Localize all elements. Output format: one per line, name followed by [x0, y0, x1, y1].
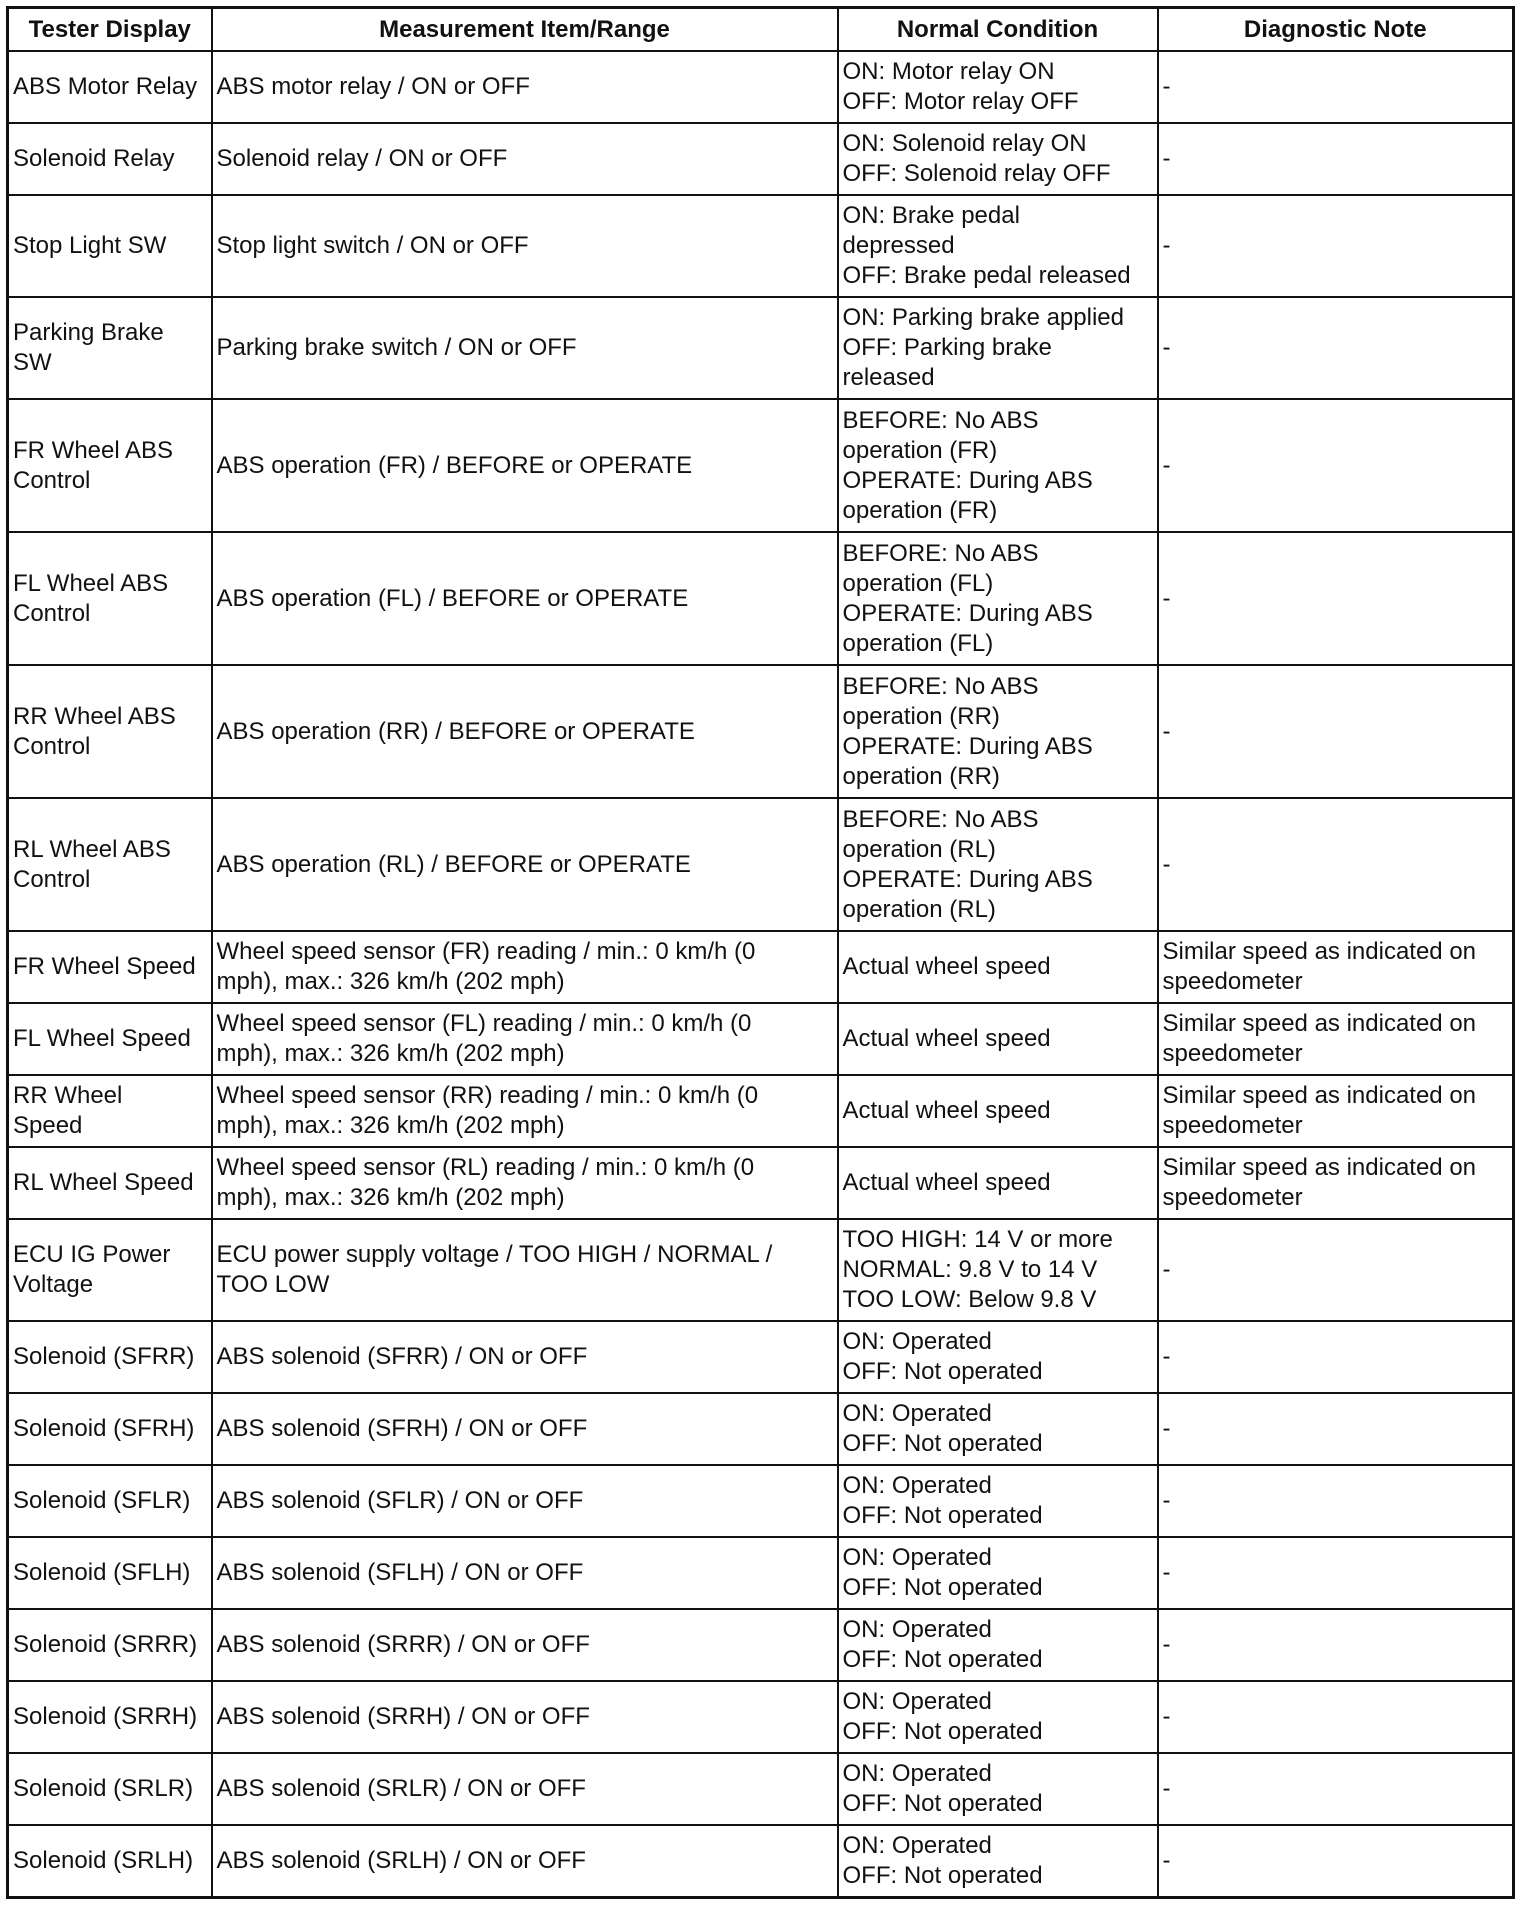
diagnostic-note-cell — [1158, 798, 1514, 931]
measurement-item-cell-text: ABS operation (RR) / BEFORE or OPERATE — [216, 717, 695, 745]
table-row — [8, 931, 1514, 1003]
diagnostic-note-cell-text: - — [1162, 584, 1171, 612]
normal-condition-cell-text: Actual wheel speed — [842, 1169, 1051, 1196]
normal-condition-cell-text: ON: Operated OFF: Not operated — [842, 1832, 1043, 1889]
header-tester-display: Tester Display — [8, 8, 212, 52]
measurement-item-cell — [212, 1075, 838, 1147]
tester-display-cell — [8, 665, 212, 798]
diagnostic-note-cell — [1158, 399, 1514, 532]
measurement-item-cell-text: ABS solenoid (SFLH) / ON or OFF — [216, 1559, 584, 1586]
table-row — [8, 195, 1514, 297]
diagnostic-note-cell-text: - — [1162, 1631, 1171, 1658]
tester-display-cell-text: FR Wheel ABS Control — [13, 436, 174, 494]
normal-condition-cell — [838, 297, 1158, 399]
header-normal-condition: Normal Condition — [838, 8, 1158, 52]
tester-display-cell-text: RR Wheel Speed — [13, 1082, 123, 1139]
normal-condition-cell — [838, 1075, 1158, 1147]
measurement-item-cell-text: ABS solenoid (SRRR) / ON or OFF — [216, 1631, 590, 1658]
normal-condition-cell — [838, 1537, 1158, 1609]
normal-condition-cell-text: ON: Operated OFF: Not operated — [842, 1760, 1043, 1817]
measurement-item-cell — [212, 532, 838, 665]
tester-display-cell — [8, 798, 212, 931]
tester-display-cell-text: ABS Motor Relay — [13, 73, 198, 100]
diagnostic-note-cell-text: - — [1162, 451, 1171, 479]
normal-condition-cell-text: ON: Operated OFF: Not operated — [842, 1544, 1043, 1601]
measurement-item-cell — [212, 195, 838, 297]
tester-display-cell — [8, 1003, 212, 1075]
diagnostic-note-cell — [1158, 1003, 1514, 1075]
table-header — [8, 8, 1514, 52]
tester-display-cell — [8, 1681, 212, 1753]
diagnostic-note-cell — [1158, 1681, 1514, 1753]
tester-display-cell-text: FL Wheel ABS Control — [13, 569, 169, 627]
normal-condition-cell-text: BEFORE: No ABS operation (FR) OPERATE: During ABS operation (FR) — [842, 406, 1093, 524]
measurement-item-cell — [212, 1537, 838, 1609]
tester-display-cell-text: Solenoid (SFRH) — [13, 1415, 195, 1442]
measurement-item-cell — [212, 297, 838, 399]
normal-condition-cell — [838, 1681, 1158, 1753]
tester-display-cell — [8, 399, 212, 532]
measurement-item-cell-text: ECU power supply voltage / TOO HIGH / NORMAL / TOO LOW — [216, 1241, 773, 1298]
tester-display-cell — [8, 532, 212, 665]
table-row — [8, 1753, 1514, 1825]
tester-display-cell — [8, 1753, 212, 1825]
diagnostic-note-cell — [1158, 51, 1514, 123]
measurement-item-cell — [212, 123, 838, 195]
normal-condition-cell-text: ON: Operated OFF: Not operated — [842, 1328, 1043, 1385]
tester-display-cell — [8, 1465, 212, 1537]
table-row — [8, 399, 1514, 532]
diagnostic-note-cell-text: - — [1162, 1559, 1171, 1586]
measurement-item-cell-text: ABS motor relay / ON or OFF — [216, 73, 530, 100]
diagnostic-note-cell-text: - — [1162, 1256, 1171, 1283]
normal-condition-cell — [838, 1219, 1158, 1321]
tester-display-cell — [8, 1219, 212, 1321]
diagnostic-note-cell-text: - — [1162, 1775, 1171, 1802]
normal-condition-cell-text: ON: Operated OFF: Not operated — [842, 1616, 1043, 1673]
table-row — [8, 1075, 1514, 1147]
measurement-item-cell-text: ABS solenoid (SRRH) / ON or OFF — [216, 1703, 590, 1730]
diagnostic-note-cell — [1158, 931, 1514, 1003]
table-row — [8, 1003, 1514, 1075]
diagnostic-note-cell-text: Similar speed as indicated on speedometer — [1162, 1082, 1477, 1139]
measurement-item-cell — [212, 931, 838, 1003]
tester-display-cell-text: RL Wheel Speed — [13, 1169, 194, 1196]
measurement-item-cell-text: Parking brake switch / ON or OFF — [216, 334, 577, 361]
normal-condition-cell — [838, 1003, 1158, 1075]
table-row — [8, 532, 1514, 665]
tester-display-cell-text: ECU IG Power Voltage — [13, 1241, 171, 1298]
measurement-item-cell — [212, 1609, 838, 1681]
diagnostic-note-cell-text: - — [1162, 232, 1171, 259]
measurement-item-cell-text: ABS solenoid (SFLR) / ON or OFF — [216, 1487, 584, 1514]
normal-condition-cell-text: TOO HIGH: 14 V or more NORMAL: 9.8 V to 14 V TOO LOW: Below 9.8 V — [842, 1226, 1113, 1313]
table-row — [8, 51, 1514, 123]
diagnostic-note-cell — [1158, 195, 1514, 297]
diagnostic-note-cell-text: - — [1162, 1847, 1171, 1874]
table-body — [8, 51, 1514, 1898]
normal-condition-cell — [838, 399, 1158, 532]
measurement-item-cell-text: Wheel speed sensor (RR) reading / min.: 0 km/h (0 mph), max.: 326 km/h (202 mph) — [216, 1082, 759, 1139]
measurement-item-cell — [212, 1753, 838, 1825]
tester-display-cell-text: FL Wheel Speed — [13, 1025, 191, 1052]
tester-display-cell-text: Solenoid (SRRR) — [13, 1631, 198, 1658]
measurement-item-cell-text: Stop light switch / ON or OFF — [216, 232, 529, 259]
diagnostic-note-cell — [1158, 1075, 1514, 1147]
diagnostic-note-cell-text: Similar speed as indicated on speedometer — [1162, 1010, 1477, 1067]
diagnostic-note-cell-text: - — [1162, 334, 1171, 361]
diagnostic-note-cell-text: - — [1162, 73, 1171, 100]
diagnostic-note-cell-text: - — [1162, 850, 1171, 878]
measurement-item-cell-text: ABS operation (FR) / BEFORE or OPERATE — [216, 451, 693, 479]
tester-display-cell-text: Solenoid Relay — [13, 145, 175, 172]
diagnostic-note-cell-text: Similar speed as indicated on speedometer — [1162, 938, 1477, 995]
normal-condition-cell-text: Actual wheel speed — [842, 1097, 1051, 1124]
tester-display-cell — [8, 1609, 212, 1681]
diagnostic-note-cell — [1158, 1753, 1514, 1825]
data-list-document — [6, 6, 1515, 1899]
diagnostic-note-cell — [1158, 1393, 1514, 1465]
diagnostic-note-cell-text: - — [1162, 1703, 1171, 1730]
table-row — [8, 1825, 1514, 1898]
diagnostic-note-cell — [1158, 1609, 1514, 1681]
tester-display-cell-text: Solenoid (SFLH) — [13, 1559, 191, 1586]
diagnostic-note-cell — [1158, 1537, 1514, 1609]
normal-condition-cell-text: BEFORE: No ABS operation (FL) OPERATE: During ABS operation (FL) — [842, 539, 1093, 657]
diagnostic-note-cell — [1158, 1219, 1514, 1321]
tester-display-cell — [8, 51, 212, 123]
tester-display-cell — [8, 931, 212, 1003]
measurement-item-cell-text: Wheel speed sensor (FL) reading / min.: 0 km/h (0 mph), max.: 326 km/h (202 mph) — [216, 1010, 752, 1067]
diagnostic-note-cell — [1158, 1321, 1514, 1393]
tester-display-cell — [8, 297, 212, 399]
measurement-item-cell — [212, 399, 838, 532]
normal-condition-cell — [838, 123, 1158, 195]
diagnostic-note-cell-text: - — [1162, 1415, 1171, 1442]
tester-display-cell-text: RR Wheel ABS Control — [13, 702, 176, 760]
data-list-table — [6, 6, 1515, 1899]
tester-display-cell-text: FR Wheel Speed — [13, 953, 196, 980]
normal-condition-cell — [838, 532, 1158, 665]
table-row — [8, 1465, 1514, 1537]
table-row — [8, 297, 1514, 399]
diagnostic-note-cell-text: - — [1162, 1343, 1171, 1370]
normal-condition-cell-text: BEFORE: No ABS operation (RL) OPERATE: During ABS operation (RL) — [842, 805, 1093, 923]
table-row — [8, 1681, 1514, 1753]
diagnostic-note-cell — [1158, 1825, 1514, 1898]
diagnostic-note-cell-text: Similar speed as indicated on speedometer — [1162, 1154, 1477, 1211]
measurement-item-cell-text: ABS operation (RL) / BEFORE or OPERATE — [216, 850, 691, 878]
normal-condition-cell — [838, 1393, 1158, 1465]
tester-display-cell-text: Stop Light SW — [13, 232, 167, 259]
tester-display-cell — [8, 1147, 212, 1219]
table-row — [8, 665, 1514, 798]
measurement-item-cell — [212, 1003, 838, 1075]
measurement-item-cell — [212, 1147, 838, 1219]
normal-condition-cell — [838, 1321, 1158, 1393]
measurement-item-cell — [212, 665, 838, 798]
diagnostic-note-cell — [1158, 297, 1514, 399]
header-measurement-item: Measurement Item/Range — [212, 8, 838, 52]
measurement-item-cell — [212, 1393, 838, 1465]
tester-display-cell — [8, 1393, 212, 1465]
table-row — [8, 798, 1514, 931]
normal-condition-cell-text: ON: Solenoid relay ON OFF: Solenoid relay OFF — [842, 130, 1111, 187]
normal-condition-cell-text: ON: Operated OFF: Not operated — [842, 1400, 1043, 1457]
normal-condition-cell-text: Actual wheel speed — [842, 953, 1051, 980]
table-row — [8, 123, 1514, 195]
measurement-item-cell-text: ABS solenoid (SRLH) / ON or OFF — [216, 1847, 586, 1874]
normal-condition-cell — [838, 51, 1158, 123]
normal-condition-cell-text: ON: Motor relay ON OFF: Motor relay OFF — [842, 58, 1079, 115]
measurement-item-cell-text: ABS solenoid (SRLR) / ON or OFF — [216, 1775, 586, 1802]
normal-condition-cell — [838, 665, 1158, 798]
diagnostic-note-cell-text: - — [1162, 145, 1171, 172]
diagnostic-note-cell-text: - — [1162, 1487, 1171, 1514]
measurement-item-cell — [212, 1465, 838, 1537]
measurement-item-cell-text: ABS solenoid (SFRH) / ON or OFF — [216, 1415, 588, 1442]
measurement-item-cell-text: ABS solenoid (SFRR) / ON or OFF — [216, 1343, 588, 1370]
normal-condition-cell-text: ON: Brake pedal depressed OFF: Brake pedal released — [842, 202, 1131, 289]
diagnostic-note-cell — [1158, 665, 1514, 798]
normal-condition-cell — [838, 1147, 1158, 1219]
measurement-item-cell — [212, 1321, 838, 1393]
diagnostic-note-cell — [1158, 123, 1514, 195]
tester-display-cell-text: Solenoid (SRRH) — [13, 1703, 198, 1730]
table-row — [8, 1321, 1514, 1393]
normal-condition-cell-text: Actual wheel speed — [842, 1025, 1051, 1052]
table-row — [8, 1147, 1514, 1219]
diagnostic-note-cell — [1158, 1465, 1514, 1537]
measurement-item-cell-text: Wheel speed sensor (RL) reading / min.: 0 km/h (0 mph), max.: 326 km/h (202 mph) — [216, 1154, 755, 1211]
tester-display-cell — [8, 123, 212, 195]
measurement-item-cell-text: Wheel speed sensor (FR) reading / min.: 0 km/h (0 mph), max.: 326 km/h (202 mph) — [216, 938, 756, 995]
tester-display-cell — [8, 1537, 212, 1609]
tester-display-cell — [8, 1075, 212, 1147]
tester-display-cell-text: Parking Brake SW — [13, 319, 164, 376]
tester-display-cell — [8, 1825, 212, 1898]
diagnostic-note-cell — [1158, 1147, 1514, 1219]
measurement-item-cell — [212, 1681, 838, 1753]
table-row — [8, 1393, 1514, 1465]
measurement-item-cell — [212, 1825, 838, 1898]
normal-condition-cell-text: BEFORE: No ABS operation (RR) OPERATE: During ABS operation (RR) — [842, 672, 1093, 790]
table-row — [8, 1537, 1514, 1609]
measurement-item-cell-text: Solenoid relay / ON or OFF — [216, 145, 508, 172]
normal-condition-cell — [838, 1825, 1158, 1898]
table-row — [8, 1219, 1514, 1321]
tester-display-cell — [8, 1321, 212, 1393]
header-row — [8, 8, 1514, 52]
tester-display-cell-text: Solenoid (SFLR) — [13, 1487, 191, 1514]
tester-display-cell-text: RL Wheel ABS Control — [13, 835, 171, 893]
measurement-item-cell — [212, 798, 838, 931]
normal-condition-cell — [838, 195, 1158, 297]
normal-condition-cell — [838, 1609, 1158, 1681]
normal-condition-cell — [838, 1465, 1158, 1537]
measurement-item-cell — [212, 51, 838, 123]
diagnostic-note-cell — [1158, 532, 1514, 665]
header-diagnostic-note: Diagnostic Note — [1158, 8, 1514, 52]
table-row — [8, 1609, 1514, 1681]
normal-condition-cell-text: ON: Parking brake applied OFF: Parking brake released — [842, 304, 1124, 391]
measurement-item-cell-text: ABS operation (FL) / BEFORE or OPERATE — [216, 584, 689, 612]
tester-display-cell-text: Solenoid (SRLR) — [13, 1775, 194, 1802]
normal-condition-cell — [838, 931, 1158, 1003]
normal-condition-cell — [838, 798, 1158, 931]
diagnostic-note-cell-text: - — [1162, 717, 1171, 745]
tester-display-cell-text: Solenoid (SRLH) — [13, 1847, 194, 1874]
tester-display-cell-text: Solenoid (SFRR) — [13, 1343, 195, 1370]
tester-display-cell — [8, 195, 212, 297]
normal-condition-cell — [838, 1753, 1158, 1825]
normal-condition-cell-text: ON: Operated OFF: Not operated — [842, 1472, 1043, 1529]
measurement-item-cell — [212, 1219, 838, 1321]
normal-condition-cell-text: ON: Operated OFF: Not operated — [842, 1688, 1043, 1745]
